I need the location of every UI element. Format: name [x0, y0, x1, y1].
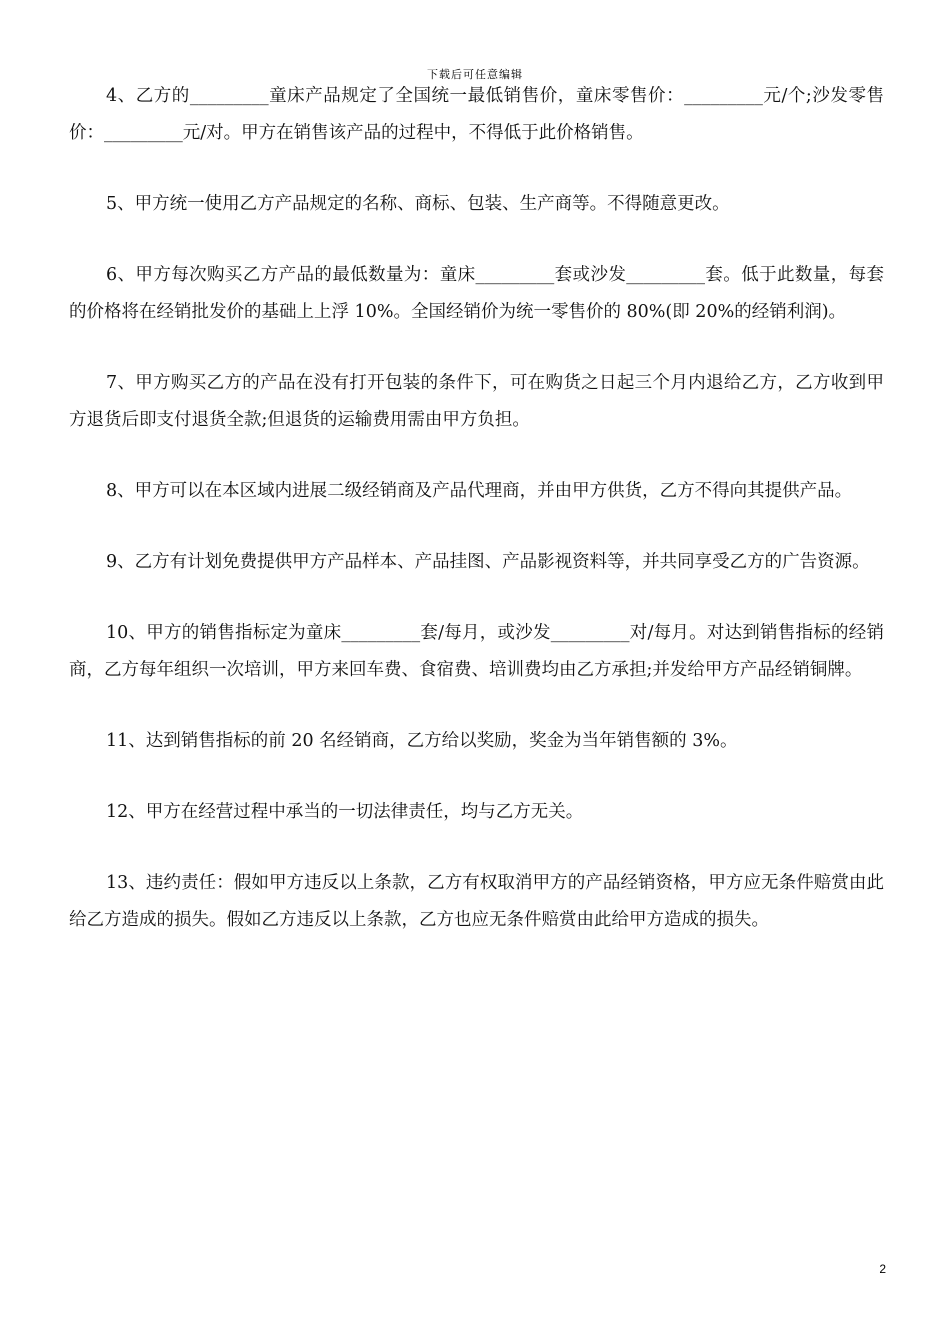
clause-4: 4、乙方的_________童床产品规定了全国统一最低销售价，童床零售价：_________元/个;沙发零售价：_________元/对。甲方在销售该产品的过程中，不得低于此价格销售。: [69, 86, 884, 143]
clause-8: 8、甲方可以在本区域内进展二级经销商及产品代理商，并由甲方供货，乙方不得向其提供产品。: [106, 481, 853, 501]
clause-6: 6、甲方每次购买乙方产品的最低数量为：童床_________套或沙发_________套。低于此数量，每套的价格将在经销批发价的基础上上浮 10%。全国经销价为统一零售价的 80%(即 20%的经销利润)。: [69, 265, 884, 322]
clause-7: 7、甲方购买乙方的产品在没有打开包装的条件下，可在购货之日起三个月内退给乙方，乙方收到甲方退货后即支付退货全款;但退货的运输费用需由甲方负担。: [69, 373, 884, 430]
clause-9: 9、乙方有计划免费提供甲方产品样本、产品挂图、产品影视资料等，并共同享受乙方的广告资源。: [106, 552, 870, 572]
document-body: [69, 78, 884, 973]
clause-13: 13、违约责任：假如甲方违反以上条款，乙方有权取消甲方的产品经销资格，甲方应无条件赔赏由此给乙方造成的损失。假如乙方违反以上条款，乙方也应无条件赔赏由此给甲方造成的损失。: [69, 873, 884, 930]
clause-10: 10、甲方的销售指标定为童床_________套/每月，或沙发_________对/每月。对达到销售指标的经销商，乙方每年组织一次培训，甲方来回车费、食宿费、培训费均由乙方承担;并发给甲方产品经销铜牌。: [69, 623, 884, 680]
clause-11: 11、达到销售指标的前 20 名经销商，乙方给以奖励，奖金为当年销售额的 3%。: [106, 731, 738, 751]
clause-5: 5、甲方统一使用乙方产品规定的名称、商标、包装、生产商等。不得随意更改。: [106, 194, 730, 214]
clause-12: 12、甲方在经营过程中承当的一切法律责任，均与乙方无关。: [106, 802, 584, 822]
page-header: 下载后可任意编辑: [427, 68, 523, 81]
page-number: 2: [879, 1262, 886, 1276]
